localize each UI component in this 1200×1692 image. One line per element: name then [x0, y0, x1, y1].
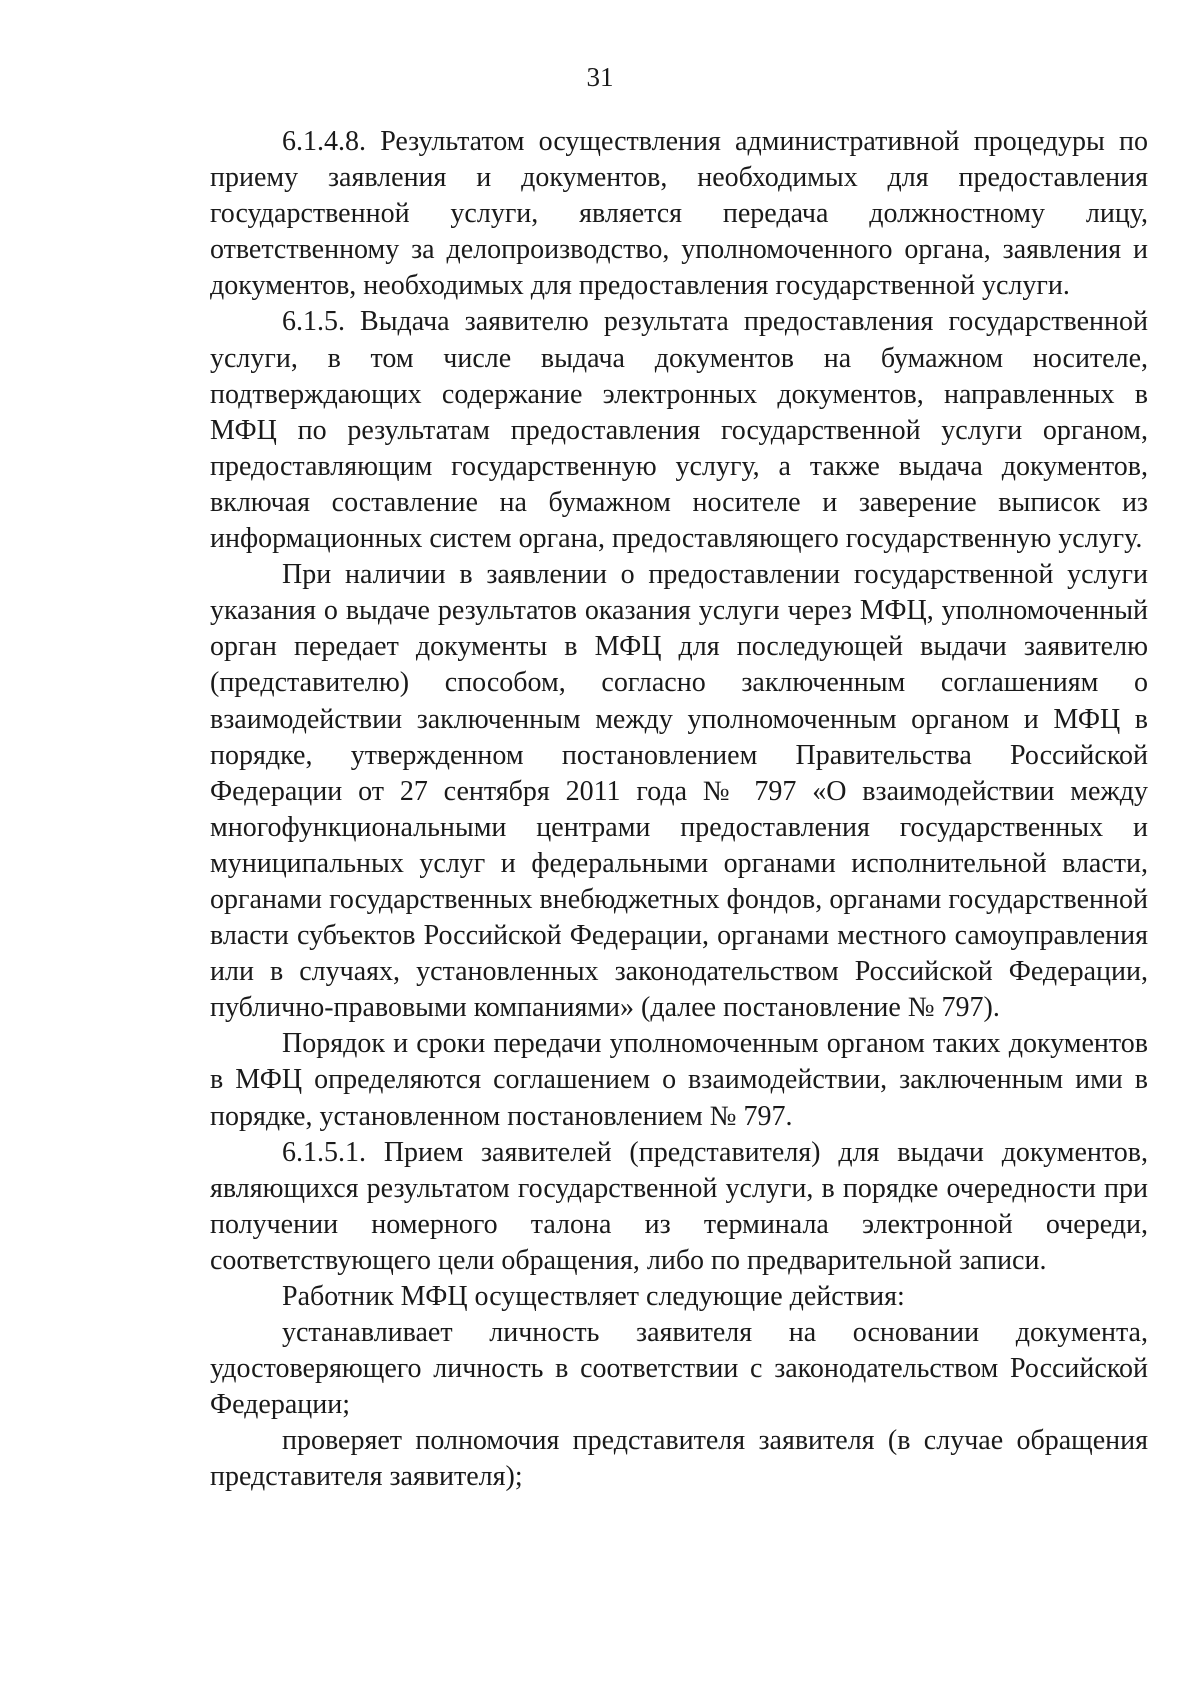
paragraph-mfc-actions: Работник МФЦ осуществляет следующие действия: — [282, 1281, 905, 1312]
paragraph-6-1-5-1: 6.1.5.1. Прием заявителей (представителя) для выдачи документов, являющихся результатом государственной услуги, в порядке очередности при получении номерного талона из терминала электронной очереди, соответствующего цели обращения, либо по предварительной записи. — [210, 1136, 1148, 1276]
paragraph-mfc-delivery: При наличии в заявлении о предоставлении государственной услуги указания о выдаче результатов оказания услуги через МФЦ, уполномоченный орган передает документы в МФЦ для последующей выдачи заявителю (представителю) способом, согласно заключенным соглашениям о взаимодействии заключенным между уполномоченным органом и МФЦ в порядке, утвержденном постановлением Правительства Российской Федерации от 27 сентября 2011 года № 797 «О взаимодействии между многофункциональными центрами предоставления государственных и муниципальных услуг и федеральными органами исполнительной власти, органами государственных внебюджетных фондов, органами государственной власти субъектов Российской Федерации, органами местного самоуправления или в случаях, установленных законодательством Российской Федерации, публично-правовыми компаниями» (далее постановление № 797). — [210, 559, 1148, 1024]
page-number: 31 — [586, 62, 614, 92]
paragraph-identity-check: устанавливает личность заявителя на основании документа, удостоверяющего личность в соответствии с законодательством Российской Федерации; — [210, 1317, 1148, 1421]
paragraph-transfer-terms: Порядок и сроки передачи уполномоченным органом таких документов в МФЦ определяются соглашением о взаимодействии, заключенным ими в порядке, установленном постановлением № 797. — [210, 1028, 1148, 1132]
paragraph-6-1-4-8: 6.1.4.8. Результатом осуществления административной процедуры по приему заявления и документов, необходимых для предоставления государственной услуги, является передача должностному лицу, ответственному за делопроизводство, уполномоченного органа, заявления и документов, необходимых для предоставления государственной услуги. — [210, 126, 1148, 302]
document-body — [210, 124, 1148, 1496]
paragraph-6-1-5: 6.1.5. Выдача заявителю результата предоставления государственной услуги, в том числе выдача документов на бумажном носителе, подтверждающих содержание электронных документов, направленных в МФЦ по результатам предоставления государственной услуги органом, предоставляющим государственную услугу, а также выдача документов, включая составление на бумажном носителе и заверение выписок из информационных систем органа, предоставляющего государственную услугу. — [210, 306, 1148, 555]
paragraph-authority-check: проверяет полномочия представителя заявителя (в случае обращения представителя заявителя); — [210, 1425, 1148, 1493]
